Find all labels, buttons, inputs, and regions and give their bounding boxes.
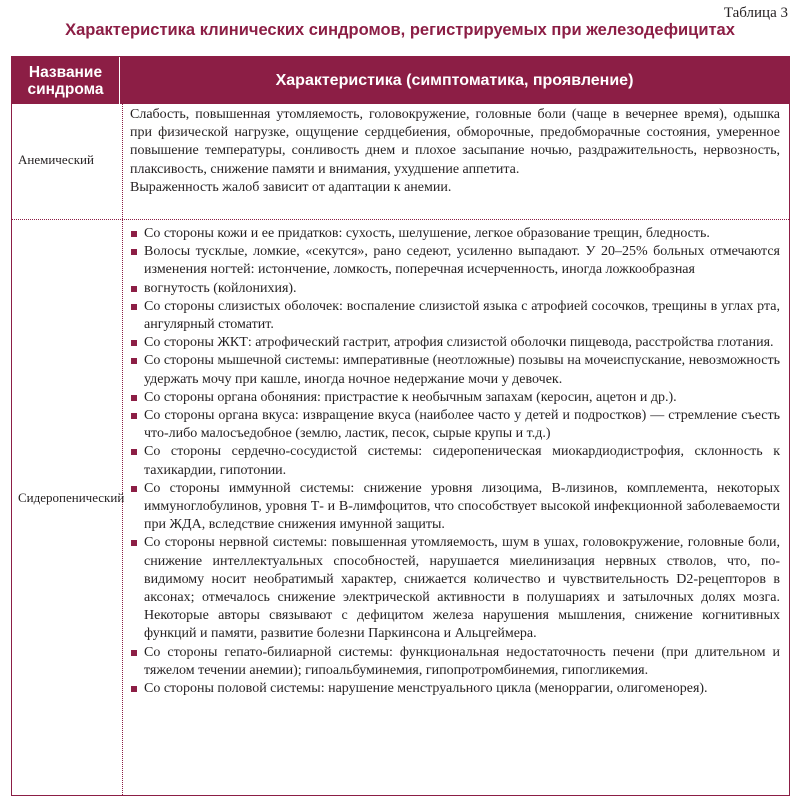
anemic-description xyxy=(130,106,780,197)
description-paragraph: Слабость, повышенная утомляемость, головокружение, головные боли (чаще в вечернее время), одышка при физической нагрузке, ощущение сердцебиения, обморочные, предобморачные состояния, умеренное повышение температуры, сонливость днем и плохое засыпание ночью, раздражительность, нервозность, плаксивость, снижение памяти и внимания, ухудшение аппетита. xyxy=(130,107,780,177)
list-item: Со стороны органа вкуса: извращение вкуса (наиболее часто у детей и подростков) — стремление съесть что-либо малосъедобное (землю, ластик, песок, сырые крупы и т.д.) xyxy=(130,407,780,443)
header-syndrome-name: Название синдрома xyxy=(12,57,120,104)
syndrome-name-sideropenic: Сидеропенический xyxy=(18,490,125,505)
table-header xyxy=(12,57,789,104)
symptom-list xyxy=(130,225,780,698)
list-item: Со стороны ЖКТ: атрофический гастрит, атрофия слизистой оболочки пищевода, расстройства глотания. xyxy=(130,334,780,352)
syndrome-name-anemic: Анемический xyxy=(18,152,94,167)
list-item: Со стороны половой системы: нарушение менструального цикла (меноррагии, олигоменорея). xyxy=(130,680,780,698)
syndrome-table xyxy=(11,56,790,796)
list-item: Со стороны слизистых оболочек: воспаление слизистой языка с атрофией сосочков, трещины в углах рта, ангулярный стоматит. xyxy=(130,298,780,334)
row-divider xyxy=(12,219,789,220)
header-characteristics: Характеристика (симптоматика, проявление) xyxy=(275,71,634,89)
column-divider xyxy=(122,104,123,795)
list-item: Со стороны сердечно-сосудистой системы: сидеропеническая миокардиодистрофия, склонность к тахикардии, гипотонии. xyxy=(130,443,780,479)
list-item: Волосы тусклые, ломкие, «секутся», рано седеют, усиленно выпадают. У 20–25% больных отмечаются изменения ногтей: истончение, ломкость, поперечная исчерченность, иногда ложкообразная xyxy=(130,243,780,279)
list-item: Со стороны иммунной системы: снижение уровня лизоцима, В-лизинов, комплемента, некоторых иммуноглобулинов, уровня Т- и В-лимфоцитов, что способствует высокой инфекционной заболеваемости при ЖДА, вследствие снижения имунной защиты. xyxy=(130,480,780,535)
list-item: Со стороны органа обоняния: пристрастие к необычным запахам (керосин, ацетон и др.). xyxy=(130,389,780,407)
table-number: Таблица 3 xyxy=(723,5,788,21)
sideropenic-description xyxy=(130,225,780,698)
list-item: Со стороны гепато-билиарной системы: функциональная недостаточность печени (при длительном и тяжелом течении анемии); гипоальбуминемия, гипопротромбинемия, гипогликемия. xyxy=(130,644,780,680)
list-item: вогнутость (койлонихия). xyxy=(130,280,780,298)
table-title: Характеристика клинических синдромов, регистрируемых при железодефицитах xyxy=(65,21,735,39)
list-item: Со стороны нервной системы: повышенная утомляемость, шум в ушах, головокружение, головные боли, снижение интеллектуальных способностей, нарушается миелинизация нервных стволов, что, по-видимому носит необратимый характер, снижается количество и чувствительность D2-рецепторов в аксонах; отмечалось снижение электрической активности в полушариях и затылочных долях мозга. Некоторые авторы связывают с дефицитом железа нарушения мышления, снижение когнитивных функций и памяти, развитие болезни Паркинсона и Альцгеймера. xyxy=(130,534,780,643)
list-item: Со стороны мышечной системы: императивные (неотложные) позывы на мочеиспускание, невозможность удержать мочу при кашле, иногда ночное недержание мочи у девочек. xyxy=(130,352,780,388)
description-paragraph: Выраженность жалоб зависит от адаптации к анемии. xyxy=(130,179,452,195)
list-item: Со стороны кожи и ее придатков: сухость, шелушение, легкое образование трещин, бледность. xyxy=(130,225,780,243)
